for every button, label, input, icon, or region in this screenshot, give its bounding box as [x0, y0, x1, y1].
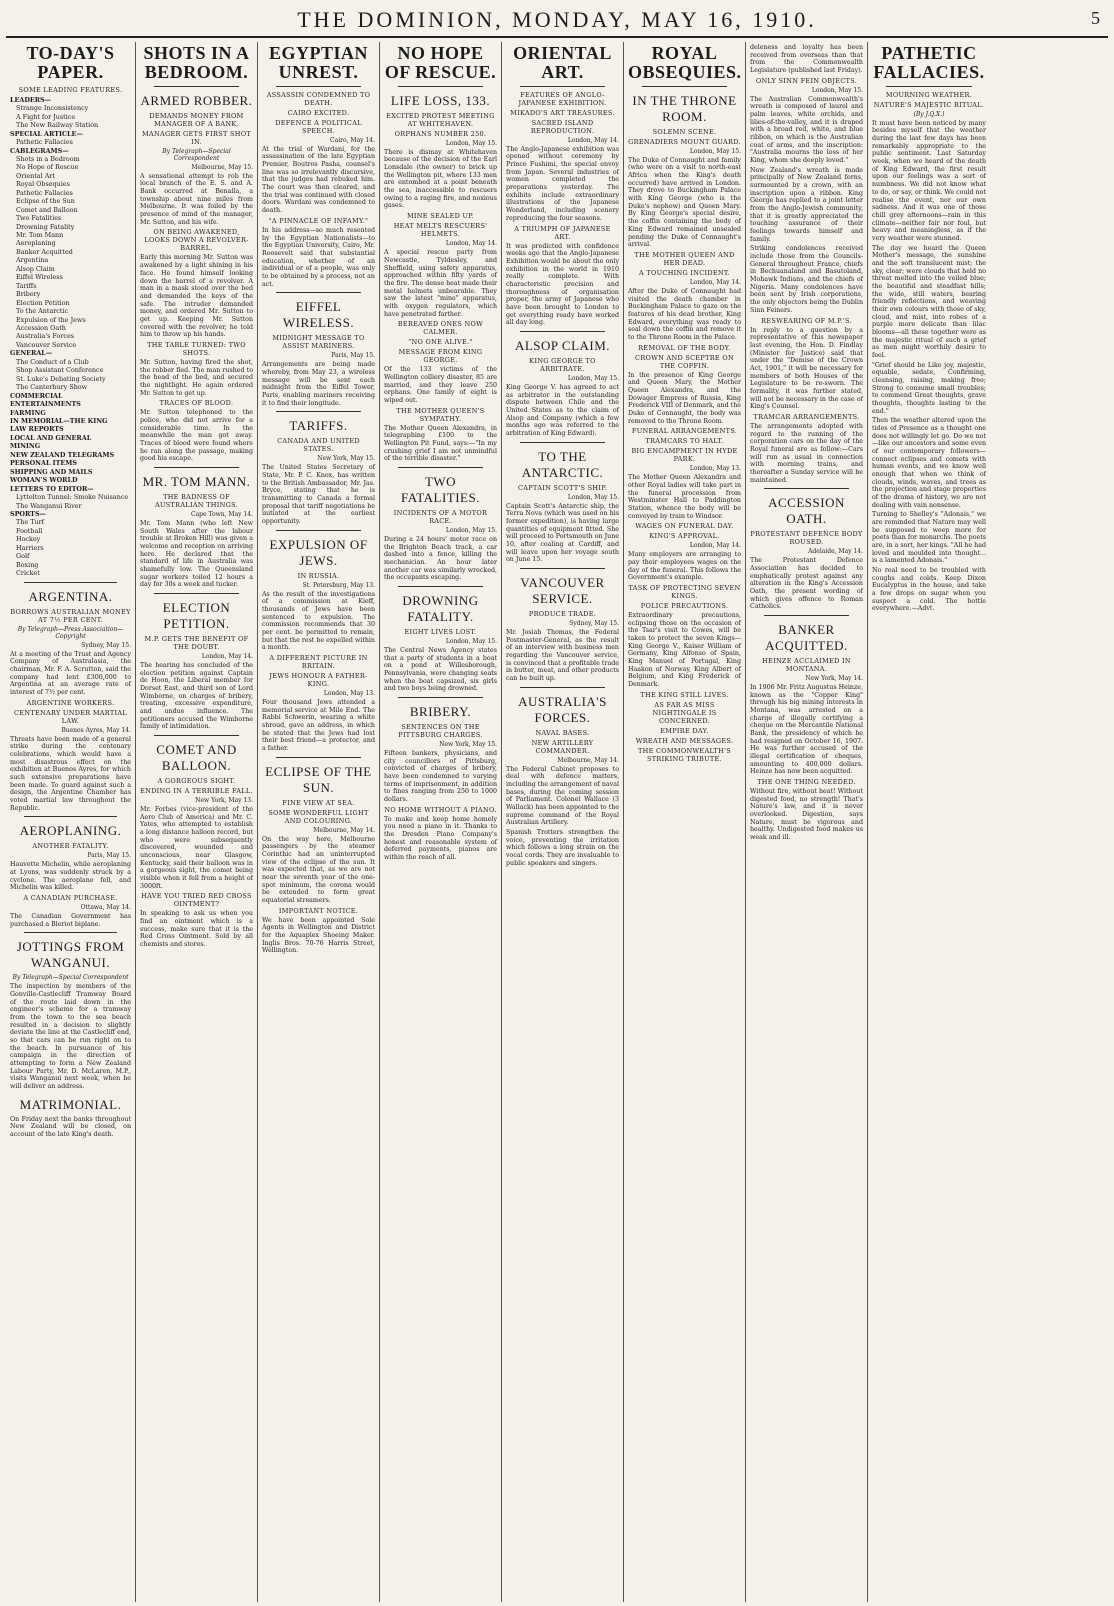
divider [398, 86, 483, 87]
sub-headline: ECLIPSE OF THE SUN. [265, 763, 372, 795]
column-3 [258, 42, 380, 1602]
dateline: Melbourne, May 14. [557, 756, 619, 764]
divider [24, 932, 117, 933]
article-paragraph: In reply to a question by a representative of this newspaper last evening, the Hon. D. Findlay (Minister for Justice) said that under the "Demise of the Crown Act, 1901," it will be necessary for members of both Houses of the Legislature to be re-sworn. The formality, it was further stated, will not be necessary in the case of King's Counsel. [750, 326, 863, 411]
dateline: London, May 14. [689, 542, 741, 550]
article-paragraph: Mr. Forbes (vice-president of the Aero Club of America) and Mr. C. Yates, who attempted to establish a long distance balloon record, but who were subsequently discovered, wounded and unconscious, near Glasgow, Kentucky, said their balloon was in a gorgeous sight, the comet being visible when it fell from a height of 3000ft. [140, 806, 253, 890]
sub-headline: AEROPLANING. [19, 823, 122, 839]
toc-item: A Fight for Justice [16, 112, 76, 121]
deck: JEWS HONOUR A FATHER-KING. [269, 671, 368, 688]
deck: NAVAL BASES. [535, 728, 590, 737]
article-paragraph: There is dismay at Whitehaven because of the decision of the Earl Lonsdale (the owner) to brick up the Wellington pit, where 133 men are entombed at a point beneath the sea, inaccessible to rescuers owing to a raging fire, and noxious gases. [384, 148, 497, 210]
column-8 [868, 42, 990, 1602]
article-paragraph: deleness and loyalty has been received from overseas than that from the Commonwealth Legislature (published last Friday). [750, 44, 863, 75]
page-number: 5 [1091, 8, 1100, 28]
dateline: Cairo, May 14. [330, 136, 375, 144]
deck: FINE VIEW AT SEA. [282, 798, 355, 807]
sub-headline: DROWNING FATALITY. [402, 592, 479, 624]
deck: HEINZE ACCLAIMED IN MONTANA. [762, 656, 851, 673]
article-paragraph: The Central News Agency states that a party of students in a boat on a pond at Willesborough, Pennsylvania, were changing seats when the boat capsized, six girls and two boys being drowned. [384, 646, 497, 693]
sub-headline: EIFFEL WIRELESS. [282, 299, 355, 331]
toc-item: The Turf [16, 518, 44, 527]
toc-item: Shots in a Bedroom [16, 154, 80, 163]
article-paragraph: The hearing has concluded of the election petition against Captain de Hoon, the Liberal member for Dorset East, and third son of Lord Wimborne, on charges of bribery, treating, excessive expenditure, and undue influence. The petitioners accused the Wimborne family of intimidation. [140, 661, 253, 731]
deck: PRODUCE TRADE. [528, 609, 597, 618]
sub-headline: ARGENTINA. [28, 588, 113, 604]
toc-section: SHIPPING AND MAILS [10, 467, 93, 476]
toc-item: St. Luke's Debating Society [16, 374, 106, 383]
deck: EMPIRE DAY. [660, 726, 709, 735]
divider [154, 735, 239, 736]
article-paragraph: At a meeting of the Trust and Agency Company of Australasia, the chairman, Mr. F. A. Scrutton, said the company had lent £300,000 to Argentina at an average rate of interest of 7½ per cent. [10, 650, 131, 696]
deck: FUNERAL ARRANGEMENTS. [631, 427, 738, 436]
deck: DEMANDS MONEY FROM MANAGER OF A BANK. [149, 111, 244, 128]
article-paragraph: No real need to be troubled with coughs and colds. Keep Dixon Eucalyptus in the house, and take a few drops on sugar when you suspect a cold. The bottle everywhere.—Advt. [872, 567, 986, 613]
byline: By Telegraph—Special Correspondent [12, 974, 129, 982]
toc-item: The Canterbury Show [16, 383, 88, 392]
dateline: London, May 15. [445, 139, 497, 147]
article-paragraph: The inspection by members of the Gonville-Castlecliff Tramway Board of the route laid down in the engineer's scheme for a tramway from the town to the sea beach resulted in a decision to slightly deviate the line at the Castlecliff end, so that cars can be run right on to the beach. In pursuance of his campaign in the direction of attempting to form a New Zealand Labour Party, Mr. D. McLaren, M.P., visits Wanganui next week, when he will deliver an address. [10, 983, 131, 1091]
divider [276, 86, 361, 87]
deck: REMOVAL OF THE BODY. [638, 343, 731, 352]
sub-headline: ELECTION PETITION. [162, 599, 231, 631]
toc-item: No Hope of Rescue [16, 163, 79, 172]
sub-headline: ARMED ROBBER. [140, 92, 253, 108]
divider [276, 757, 361, 758]
article-paragraph: The Mother Queen Alexandra and other Royal ladies will take part in the funeral procession from Westminster Hall to Paddington Station, whence the body will be conveyed by train to Windsor. [628, 474, 741, 520]
deck: KING'S APPROVAL. [649, 532, 720, 541]
toc-item: Royal Obsequies [16, 180, 70, 189]
deck: ASSASSIN CONDEMNED TO DEATH. [266, 90, 371, 107]
divider [24, 816, 117, 817]
toc-section: COMMERCIAL [10, 391, 63, 400]
masthead-title: THE DOMINION, MONDAY, MAY 16, 1910. [297, 7, 817, 32]
byline: (By J.Q.X.) [913, 110, 945, 118]
deck: ONLY SINN FEIN OBJECTS. [755, 76, 858, 85]
toc-item: Vancouver Service [16, 340, 77, 349]
toc-item: Cricket [16, 569, 40, 578]
deck: AS FAR AS MISS NIGHTINGALE IS CONCERNED. [652, 700, 717, 725]
deck: A GORGEOUS SIGHT. [157, 777, 236, 786]
deck: MIKADO'S ART TREASURES. [510, 108, 615, 117]
article-paragraph: Turning to Shelley's "Adonais," we are reminded that Nature may well be supposed to weep more for poets than for monarchs. The poets are, in a sort, her kings. "All he had loved and moulded into thought... is a lamented Adonais." [872, 511, 986, 565]
dateline: London, May 15. [689, 147, 741, 155]
sub-headline: LIFE LOSS, 133. [390, 92, 491, 108]
toc-item: The New Railway Station [16, 121, 99, 130]
article-paragraph: Without fire, without heat! Without digested food, no strength! That's Nature's law, and it is never overlooked. Digestion, says Nature, must be vigorous and healthy. Undigested food makes us weak and ill. [750, 788, 863, 842]
article-paragraph: Spanish Trotters strengthen the voice, preventing the irritation which follows a long strain on the vocal cords. They are invaluable to public speakers and singers. [506, 829, 619, 867]
toc-section: LAW REPORTS [10, 425, 64, 434]
deck: DEFENCE A POLITICAL SPEECH. [275, 118, 362, 135]
article-paragraph: After the Duke of Connaught had visited the death chamber in Buckingham Palace to gaze on the features of his dead brother, King Edward, everything was ready to seal down the coffin and remove it to the Throne Room in the Palace. [628, 287, 741, 341]
headline: SHOTS IN A BEDROOM. [143, 43, 250, 82]
deck: ENDING IN A TERRIBLE FALL. [140, 787, 253, 796]
divider [886, 86, 972, 87]
deck: HAVE YOU TRIED RED CROSS OINTMENT? [141, 892, 252, 909]
deck: BIG ENCAMPMENT IN HYDE PARK. [631, 447, 738, 464]
sub-headline: COMET AND BALLOON. [156, 742, 237, 774]
byline: By Telegraph—Special Correspondent [162, 147, 231, 162]
article-paragraph: The Australian Commonwealth's wreath is composed of laurel and palm leaves, white orchids, and lilies-of-the-valley, and it is draped with a broad red, white, and blue ribbon, on which is the Australian coat of arms, and the inscription: "Australia mourns the loss of her King, whom she deeply loved." [750, 95, 863, 165]
dateline: Melbourne, May 15. [191, 163, 253, 171]
toc-item: Election Petition [16, 298, 70, 307]
article-paragraph: In his address—so much resented by the Egyptian Nationalists—to the Egyptian University, Cairo, Mr. Roosevelt said that substantial education, whether of an individual or of a people, was only to be obtained by a process, not an act. [262, 226, 375, 288]
article-paragraph: To make and keep home homely you need a piano in it. Thanks to the Dresden Piano Company's honest and reasonable system of deferred payments, pianos are within the reach of all. [384, 815, 497, 862]
article-paragraph: We have been appointed Sole Agents in Wellington and District for the Aquaplex Shoeing Maker. Inglis Bros. 70-76 Harris Street, Wellington. [262, 916, 375, 955]
toc-section: GENERAL— [10, 349, 53, 358]
article-paragraph: Hauvette Michelin, while aeroplaning at Lyons, was suddenly struck by a cyclone. The aeroplane fell, and Michelin was killed. [10, 861, 131, 892]
dateline: New York, May 15. [439, 740, 497, 748]
article-paragraph: Of the 133 victims of the Wellington colliery disaster, 85 are married, and they leave 250 orphans. One family of eight is wiped out. [384, 366, 497, 404]
toc-section: MINING [10, 442, 41, 451]
deck: BEREAVED ONES NOW CALMER. [397, 320, 484, 337]
toc-item: Hockey [16, 535, 41, 544]
toc-section: ENTERTAINMENTS [10, 400, 81, 409]
article-paragraph: During a 24 hours' motor race on the Brighton Beach track, a car dashed into a fence, killing the mechanician. An hour later another car was similarly wrecked, the occupants escaping. [384, 535, 497, 582]
dateline: London, May 15. [567, 493, 619, 501]
divider [154, 593, 239, 594]
divider [520, 687, 605, 688]
toc-section: LEADERS— [10, 95, 52, 104]
deck: ON BEING AWAKENED, LOOKS DOWN A REVOLVER-BARREL. [144, 228, 249, 253]
deck: TRAMCAR ARRANGEMENTS. [753, 412, 860, 421]
dateline: Sydney, May 15. [569, 619, 619, 627]
toc-section: CABLEGRAMS— [10, 146, 69, 155]
sub-headline: AUSTRALIA'S FORCES. [518, 693, 607, 725]
dateline: New York, May 15. [317, 455, 375, 463]
dateline: New York, May 13. [195, 797, 253, 805]
toc-item: Aeroplaning [16, 239, 56, 248]
toc-section: LOCAL AND GENERAL [10, 433, 92, 442]
article-paragraph: Early this morning Mr. Sutton was awakened by a light shining in his face. He found himself looking down the barrel of a revolver. A man in a mask stood over the bed and demanded the keys of the safe. The intruder demanded money, and ordered Mr. Sutton to get up. Keeping Mr. Sutton covered with the revolver, he told him to throw up his hands. [140, 254, 253, 339]
article-paragraph: Mr. Sutton telephoned to the police, who did not arrive for a considerable time. In the meanwhile the man got away. Traces of blood were found where he ran along the passage, making good his escape. [140, 409, 253, 463]
divider [764, 488, 849, 489]
deck: PROTESTANT DEFENCE BODY ROUSED. [750, 530, 863, 547]
article-paragraph: A sensational attempt to rob the local branch of the E. S. and A. Bank occurred at Benalla, a township about nine miles from Melbourne. It was foiled by the presence of mind of the manager, Mr. Sutton, and his wife. [140, 172, 253, 226]
article-paragraph: The Protestant Defence Association has decided to emphatically protest against any alteration in the King's Accession Oath, the present wording of which gives offence to Roman Catholics. [750, 557, 863, 611]
deck: CAPTAIN SCOTT'S SHIP. [517, 483, 607, 492]
article-paragraph: Mr. Sutton, having fired the shot, the robber fled. The man rushed to the head of the bed, and secured the nightlight. He again ordered Mr. Sutton to get up. [140, 358, 253, 397]
article-paragraph: At the trial of Wardani, for the assassination of the late Egyptian Premier, Boutros Pasha, counsel's line was so irrelevantly discursive, that the judges had rebuked him. The court was then cleared, and the trial was continued with closed doors. Wardani was condemned to death. [262, 145, 375, 215]
toc-item: Comet and Balloon [16, 205, 78, 214]
article-paragraph: On the way here, Melbourne passengers by the steamer Corinthic had an uninterrupted view of the eclipse of the sun. It was expected that, as we are not near the seventh year of the one-spot minimum, the corona would be extended to form great equatorial streamers. [262, 835, 375, 905]
sub-headline: ALSOP CLAIM. [514, 337, 611, 353]
article-paragraph: It was predicted with confidence weeks ago that the Anglo-Japanese Exhibition would be about the only exhibition in the world in 1910 really complete. With characteristic precision and thoroughness of organisation proper, the army of Japanese who have been brought to London to get everything ready have worked all day long. [506, 242, 619, 327]
deck: ANOTHER FATALITY. [32, 842, 109, 851]
dateline: London, May 15. [445, 526, 497, 534]
toc-item: The Wanganui River [16, 501, 82, 510]
article-paragraph: "Grief should be Like joy, majestic, equable, sedate, Confirming, cleansing, raising, making free; Strong to consume small troubles; to commend Great thoughts, grave thoughts, thoughts lasting to the end." [872, 361, 986, 415]
deck: TRAMCARS TO HALT. [645, 437, 724, 446]
deck: MIDNIGHT MESSAGE TO ASSIST MARINERS. [272, 334, 365, 351]
article-paragraph: On Friday next the banks throughout New Zealand will be closed, on account of the late King's death. [10, 1115, 131, 1139]
toc-item: Boxing [16, 560, 39, 569]
column-2 [136, 42, 258, 1602]
toc-section: FARMING [10, 408, 46, 417]
sub-headline: TWO FATALITIES. [401, 473, 480, 505]
headline: ROYAL OBSEQUIES. [628, 43, 742, 82]
toc-section: NEW ZEALAND TELEGRAMS [10, 450, 115, 459]
headline: NO HOPE OF RESCUE. [384, 43, 497, 82]
deck: MANAGER GETS FIRST SHOT IN. [142, 129, 251, 146]
article-paragraph: The arrangements adopted with regard to the running of the corporation cars on the day of the Royal funeral are as follow:—Cars will run as usual in connection with morning trains, and thereafter a Sunday service will be maintained. [750, 422, 863, 484]
article-paragraph: Many employers are arranging to pay their employees wages on the day of the funeral. This follows the Government's example. [628, 551, 741, 582]
divider [276, 530, 361, 531]
deck: SENTENCES ON THE PITTSBURG CHARGES. [398, 722, 483, 739]
toc-section: LETTERS TO EDITOR— [10, 484, 94, 493]
article-paragraph: Then the weather altered upon the tides of Presence as a thought one does not willingly let go. Do we not—like our ancestors and some even of our contemporary followers—connect eclipses and comets with human events, and we know well enough that when we think of clouds, winds, waves, and trees as the projection and stage properties of the drama of history, we are not dealing with vain nonsense. [872, 417, 986, 509]
sub-headline: MATRIMONIAL. [19, 1096, 122, 1112]
deck: A TOUCHING INCIDENT. [639, 268, 730, 277]
dateline: Adelaide, May 14. [808, 548, 863, 556]
dateline: Paris, May 15. [331, 352, 375, 360]
deck: MESSAGE FROM KING GEORGE. [398, 348, 483, 365]
dateline: London, May 15. [811, 86, 863, 94]
deck: FEATURES OF ANGLO-JAPANESE EXHIBITION. [518, 90, 607, 107]
deck: SOLEMN SCENE. [652, 127, 717, 136]
deck: WAGES ON FUNERAL DAY. [635, 522, 734, 531]
toc-section: WOMAN'S WORLD [10, 476, 78, 485]
toc-item: Pathetic Fallacies [16, 138, 73, 147]
headline: EGYPTIAN UNREST. [268, 43, 368, 82]
article-paragraph: King George V. has agreed to act as arbitrator in the outstanding dispute between Chile and the United States as to the claim of Alsop and Company (which a few months ago was referred to the arbitration of King Edward). [506, 383, 619, 437]
article-paragraph: In the presence of King George and Queen Mary, the Mother Queen Alexandra, and the Dowager Empress of Russia, King Frederick VIII of Denmark, and the Duke of Connaught, the body was removed to the Throne Room. [628, 371, 741, 425]
sub-headline: MR. TOM MANN. [142, 473, 251, 489]
divider [520, 442, 605, 443]
deck: M.P. GETS THE BENEFIT OF THE DOUBT. [144, 634, 249, 651]
deck: TASK OF PROTECTING SEVEN KINGS. [628, 583, 741, 600]
deck: THE BADNESS OF AUSTRALIAN THINGS. [154, 492, 239, 509]
deck: THE COMMONWEALTH'S STRIKING TRIBUTE. [638, 746, 731, 763]
divider [520, 86, 605, 87]
toc-item: Football [16, 526, 43, 535]
article-paragraph: Extraordinary precautions, eclipsing those on the occasion of the Tsar's visit to Cowes, will be taken to protect the seven Kings—King George V., Kaiser William of Germany, King Alfonso of Spain, King Manuel of Portugal, King Haakon of Norway, King Albert of Belgium, and King Frederick of Denmark. [628, 611, 741, 689]
sub-headline: JOTTINGS FROM WANGANUI. [16, 939, 125, 971]
divider [764, 615, 849, 616]
deck: IN RUSSIA. [297, 571, 340, 580]
dateline: London, May 13. [689, 465, 741, 473]
toc-item: Alsop Claim [16, 264, 55, 273]
headline: ORIENTAL ART. [513, 43, 612, 82]
toc-section: SPORTS— [10, 509, 46, 518]
deck: TRACES OF BLOOD. [159, 399, 234, 408]
dateline: London, May 14. [567, 136, 619, 144]
deck: EIGHT LIVES LOST. [404, 627, 477, 636]
table-of-contents [10, 96, 131, 578]
deck: A DIFFERENT PICTURE IN BRITAIN. [269, 653, 368, 670]
deck: NO HOME WITHOUT A PIANO. [384, 805, 497, 814]
dateline: New York, May 14. [805, 674, 863, 682]
toc-item: Bribery [16, 290, 41, 299]
article-paragraph: The United States Secretary of State, Mr. P. C. Knox, has written to the British Ambassador, Mr. Jas. Bryce, stating that he is transmitting to Canada a formal proposal that tariff negotiations be initiated at the earliest opportunity. [262, 464, 375, 525]
article-paragraph: Striking condolences received include those from the Councils-General throughout France, chiefs in Bechuanaland and Basutoland, Mohawk Indians, and the chiefs of Nigeria. Many condolences have been sent by Irish corporations, the only objectors being the Dublin Sinn Feiners. [750, 245, 863, 314]
deck: CANADA AND UNITED STATES. [277, 437, 360, 454]
toc-item: Lyttelton Tunnel: Smoke Nuisance [16, 493, 129, 502]
dateline: Paris, May 15. [87, 852, 131, 860]
toc-item: Drowning Fatality [16, 222, 75, 231]
dateline: Sydney, May 15. [81, 641, 131, 649]
deck: THE TABLE TURNED: TWO SHOTS. [147, 340, 246, 357]
toc-item: Golf [16, 552, 30, 561]
deck: WREATH AND MESSAGES. [635, 736, 734, 745]
deck: SOME LEADING FEATURES. [18, 85, 123, 94]
sub-headline: ACCESSION OATH. [768, 495, 845, 527]
divider [398, 586, 483, 587]
deck: SACRED ISLAND REPRODUCTION. [530, 118, 595, 135]
divider [154, 467, 239, 468]
divider [276, 411, 361, 412]
deck: MOURNING WEATHER. [885, 90, 973, 99]
deck: POLICE PRECAUTIONS. [640, 601, 729, 610]
article-paragraph: The day we heard the Queen Mother's message, the sunshine and the soft translucent mist; the sky, clear; were clouds that held no threat melted into the veiled blue; the beautiful and steadfast hills; the wide, still waters, bearing friendly reflections, and weaving their own colours with those of sky, cloud, and mist, into robes of a purple more delicate than lilac blooms—all these together were as the majestic ritual of such a grief as men might worthily desire to feel. [872, 244, 986, 359]
deck: RESWEARING OF M.P.'S. [761, 316, 852, 325]
article-paragraph: The Canadian Government has purchased a Bleriot biplane. [10, 913, 131, 928]
deck: BORROWS AUSTRALIAN MONEY AT 7½ PER CENT. [10, 607, 131, 624]
deck: CROWN AND SCEPTRE ON THE COFFIN. [635, 353, 734, 370]
deck: THE ONE THING NEEDED. [757, 778, 856, 787]
article-paragraph: As the result of the investigations of a commission at Kieff, thousands of Jews have been sentenced to expulsion. The commission recommends that 30 per cent. be permitted to remain, but that the rest be expelled within a month. [262, 590, 375, 652]
article-paragraph: Arrangements are being made whereby, from May 23, a wireless message will be sent each midnight from the Eiffel Tower, Paris, enabling mariners receiving it to find their longitude. [262, 361, 375, 407]
toc-item: Strange Inconsistency [16, 104, 89, 113]
deck: THE MOTHER QUEEN AND HER DEAD. [634, 250, 735, 267]
article-paragraph: New Zealand's wreath is made principally of New Zealand ferns, surmounted by a crown, with an inscription upon a ribbon. King George has replied to a joint letter from the Anglo-Jewish community, that it is greatly appreciated the touching assurance of their feelings towards himself and family. [750, 166, 863, 243]
deck: NATURE'S MAJESTIC RITUAL. [873, 100, 985, 109]
sub-headline: IN THE THRONE ROOM. [632, 92, 737, 124]
deck: ARGENTINE WORKERS. [26, 698, 115, 707]
deck: HEAT MELTS RESCUERS' HELMETS. [393, 222, 488, 239]
article-paragraph: The Anglo-Japanese exhibition was opened without ceremony by Prince Fushimi, the special envoy from Japan. Several industries of women completed the preparations yesterday. The exhibits include extraordinary illustrations of the Japanese Wonderland, including scenery reproducing the four seasons. [506, 145, 619, 222]
column-7 [746, 42, 868, 1602]
toc-item: Shop Assistant Conference [16, 366, 104, 375]
deck: ORPHANS NUMBER 250. [394, 129, 487, 138]
dateline: London, May 14. [445, 240, 497, 248]
sub-headline: TARIFFS. [289, 418, 348, 434]
dateline: London, May 14. [689, 278, 741, 286]
toc-item: Mr. Tom Mann [16, 231, 64, 240]
toc-item: Expulsion of the Jews [16, 315, 86, 324]
article-paragraph: A special rescue party from Newcastle, Tyldesley, and Sheffield, using safety apparatus, approached within fifty yards of the fire. The dense heat made their metal helmets unbearable. They saw the latest "mine" apparatus, with oxygen regulators, which have penetrated farther. [384, 249, 497, 318]
divider [154, 86, 239, 87]
article-paragraph: Threats have been made of a general strike during the centenary celebrations, which would have a most disastrous effect on the exhibition at Buenos Ayres, for which such extensive preparations have been made. To guard against such a design, the Argentine Chamber has voted martial law throughout the Republic. [10, 735, 131, 812]
dateline: Ottawa, May 14. [80, 904, 131, 912]
sub-headline: BRIBERY. [409, 703, 472, 719]
columns [6, 42, 1108, 1602]
article-paragraph: Mr. Tom Mann (who left New South Wales after the labour trouble at Broken Hill) was given a welcome and reception on arriving here. He declared that the standard of life in Australia was shamefully low. The Queensland sugar workers toiled 12 hours a day for 30s a week and tucker. [140, 519, 253, 589]
column-4 [380, 42, 502, 1602]
deck: EXCITED PROTEST MEETING AT WHITEHAVEN. [386, 111, 495, 128]
deck: A TRIUMPH OF JAPANESE ART. [514, 224, 611, 241]
article-paragraph: Mr. Josiah Thomas, the Federal Postmaster-General, as the result of an interview with business men regarding the Vancouver service, is convinced that a profitable trade in butter, meat, and other products can be built up. [506, 628, 619, 682]
toc-item: Argentina [16, 256, 49, 265]
deck: THE MOTHER QUEEN'S SYMPATHY. [396, 406, 485, 423]
article-paragraph: Fifteen bankers, physicians, and city councillors of Pittsburg, convicted of charges of bribery, have been condemned to varying terms of imprisonment, in addition to fines ranging from 250 to 1000 dollars. [384, 749, 497, 804]
sub-headline: BANKER ACQUITTED. [765, 621, 848, 653]
article-paragraph: Four thousand Jews attended a memorial service at Mile End. The Rabbi Schwerin, wearing a white shroud, gave an address, in which he stated that the Jews had lost their best friend—a protector, and a father. [262, 698, 375, 753]
deck: MINE SEALED UP. [406, 212, 475, 221]
deck: NEW ARTILLERY COMMANDER. [531, 738, 594, 755]
toc-item: Tariffs [16, 281, 37, 290]
toc-item: To the Antarctic [16, 307, 69, 316]
divider [642, 86, 727, 87]
toc-item: Australia's Forces [16, 332, 75, 341]
divider [24, 582, 117, 583]
deck: INCIDENTS OF A MOTOR RACE. [393, 508, 488, 525]
deck: SOME WONDERFUL LIGHT AND COLOURING. [268, 808, 369, 825]
divider [276, 292, 361, 293]
dateline: London, May 15. [445, 637, 497, 645]
deck: IMPORTANT NOTICE. [278, 906, 359, 915]
sub-headline: EXPULSION OF JEWS. [269, 536, 368, 568]
column-6 [624, 42, 746, 1602]
toc-item: Pathetic Fallacies [16, 188, 73, 197]
dateline: London, May 14. [201, 652, 253, 660]
article-paragraph: Captain Scott's Antarctic ship, the Terra Nova (which was used on his former expedition), is having large quantities of equipment fitted. She will proceed to Portsmouth on June 10, after coaling at Cardiff, and will leave upon her voyage south on June 15. [506, 502, 619, 564]
toc-section: PERSONAL ITEMS [10, 459, 77, 468]
dateline: London, May 13. [323, 689, 375, 697]
dateline: Melbourne, May 14. [313, 826, 375, 834]
toc-section: SPECIAL ARTICLE— [10, 129, 83, 138]
deck: CENTENARY UNDER MARTIAL LAW. [14, 708, 127, 725]
toc-item: Harriers [16, 543, 44, 552]
toc-item: Eclipse of the Sun [16, 197, 75, 206]
toc-item: Banker Acquitted [16, 247, 73, 256]
article-paragraph: The Federal Cabinet proposes to deal with defence matters, including the arrangement of naval bases, during the coming session of Parliament. Colonel Wallace (3 Wallack) has been appointed to the supreme command of the Royal Australian Artillery. [506, 765, 619, 827]
headline: PATHETIC FALLACIES. [873, 43, 985, 82]
column-5 [502, 42, 624, 1602]
sub-headline: TO THE ANTARCTIC. [521, 448, 604, 480]
deck: A CANADIAN PURCHASE. [23, 894, 118, 903]
divider [398, 697, 483, 698]
article-paragraph: In 1906 Mr. Fritz Augustus Heinze, known as the "Copper King" through his big mining interests in Montana, was arrested on a charge of illegally certifying a cheque on the Mercantile National Bank, the presidency of which he had resigned on October 16, 1907. He was further accused of the illegal certification of cheques, amounting to 400,000 dollars. Heinze has now been acquitted. [750, 683, 863, 776]
dateline: Buenos Ayres, May 14. [61, 726, 131, 734]
toc-item: Accession Oath [16, 324, 66, 333]
article-paragraph: In speaking to ask us when you find an ointment which is a success, make sure that it is the Red Cross Ointment. Sold by all chemists and stores. [140, 910, 253, 949]
toc-section: IN MEMORIAL—THE KING [10, 417, 108, 425]
masthead [6, 4, 1108, 38]
deck: THE KING STILL LIVES. [640, 690, 729, 699]
dateline: London, May 15. [567, 374, 619, 382]
deck: GRENADIERS MOUNT GUARD. [628, 137, 741, 146]
divider [398, 467, 483, 468]
byline: By Telegraph—Press Association—Copyright [17, 625, 124, 640]
deck: CAIRO EXCITED. [287, 108, 350, 117]
deck: "NO ONE ALIVE." [408, 338, 473, 347]
toc-item: The Conduct of a Club [16, 357, 89, 366]
toc-item: Two Fatalities [16, 214, 62, 223]
toc-item: Oriental Art [16, 171, 55, 180]
toc-item: Eiffel Wireless [16, 273, 63, 282]
headline: TO-DAY'S PAPER. [26, 43, 115, 82]
deck: "A PINNACLE OF INFAMY." [268, 216, 369, 225]
article-paragraph: The Mother Queen Alexandra, in telegraphing £100 to the Wellington Pit Fund, says:—"In my crushing grief I am not unmindful of the terrible disaster." [384, 424, 497, 463]
dateline: St. Petersburg, May 13. [302, 581, 375, 589]
sub-headline: VANCOUVER SERVICE. [520, 574, 605, 606]
dateline: Cape Town, May 14. [191, 510, 253, 518]
deck: KING GEORGE TO ARBITRATE. [529, 356, 596, 373]
article-paragraph: The Duke of Connaught and family (who were on a visit to north-east Africa when the King's death occurred) have arrived in London. They drove to Buckingham Palace with King George (who is the Duke's nephew) and Queen Mary. By King George's special desire, the coffin containing the body of King Edward remained unsealed pending the Duke of Connaught's arrival. [628, 156, 741, 249]
article-paragraph: It must have been noticed by many besides myself that the weather during the last few days has been remarkably appropriate to the public sentiment. Last Saturday week, when we heard of the death of King Edward, the first result upon our feelings was a sort of numbness. We did not know what to do, or say, or think. We could not realise the event, nor our own sadness. And it was one of those chill grey afternoons—rain in this climate—neither fair nor foul, but heavy and meaningless, as if the very weather were stunned. [872, 119, 986, 242]
divider [520, 568, 605, 569]
column-1 [6, 42, 136, 1602]
divider [520, 331, 605, 332]
